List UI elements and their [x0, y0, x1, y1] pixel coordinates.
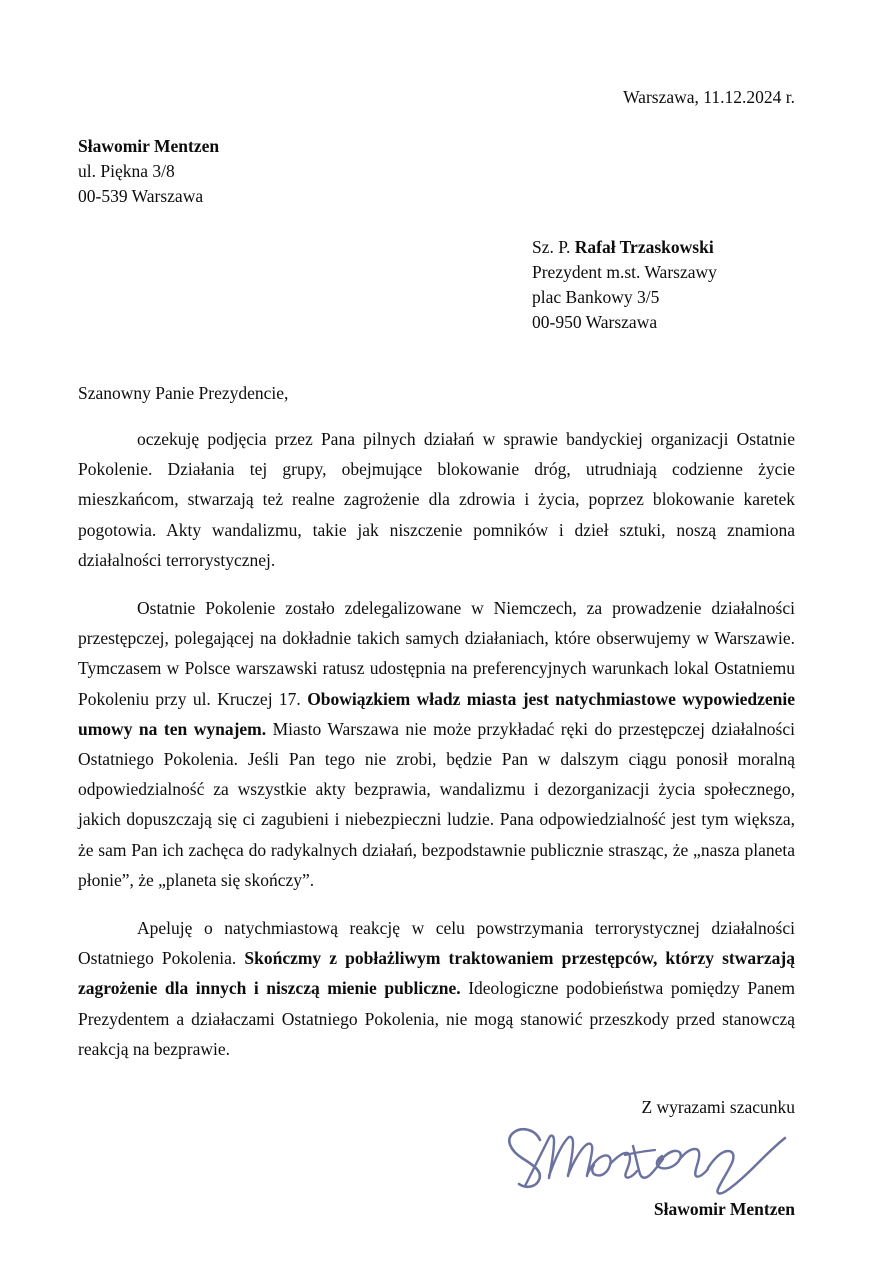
recipient-title: Prezydent m.st. Warszawy: [532, 262, 717, 282]
paragraph-3-text-after-emphasis: Ideologiczne podobieństwa pomiędzy Panem Prezydentem a działaczami Ostatniego Pokolenia, nie mogą stanowić przeszkody przed stanowczą reakcją na bezprawie.: [78, 978, 795, 1059]
recipient-city: 00-950 Warszawa: [532, 312, 658, 332]
signature-area: [78, 1120, 795, 1198]
closing-line: Z wyrazami szacunku: [641, 1097, 795, 1118]
recipient-address-block: [532, 235, 795, 335]
paragraph-3-text-before-emphasis: Apeluję o natychmiastową reakcję w celu powstrzymania terrorystycznej działalności Ostatniego Pokolenia.: [78, 918, 795, 969]
signature-name: Sławomir Mentzen: [653, 1199, 795, 1220]
recipient-street: plac Bankowy 3/5: [532, 287, 660, 307]
body-paragraph-2: [78, 593, 795, 895]
body-paragraph-3: [78, 913, 795, 1064]
sender-street: ul. Piękna 3/8: [78, 161, 175, 181]
recipient-name: Rafał Trzaskowski: [574, 237, 714, 257]
paragraph-2-emphasis: Obowiązkiem władz miasta jest natychmiastowe wypowiedzenie umowy na ten wynajem.: [78, 688, 795, 739]
recipient-name-line: [532, 235, 795, 260]
paragraph-2-text-before-emphasis: Ostatnie Pokolenie zostało zdelegalizowane w Niemczech, za prowadzenie działalności przestępczej, polegającej na dokładnie takich samych działaniach, które obserwujemy w Warszawie. Tymczasem w Polsce warszawski ratusz udostępnia na preferencyjnych warunkach lokal Ostatniemu Pokoleniu przy ul. Kruczej 17.: [78, 598, 795, 709]
sender-city: 00-539 Warszawa: [78, 186, 204, 206]
recipient-honorific: Sz. P.: [532, 237, 575, 257]
paragraph-2-text-after-emphasis: Miasto Warszawa nie może przykładać ręki do przestępczej działalności Ostatniego Pokolenia. Jeśli Pan tego nie zrobi, będzie Pan w dalszym ciągu ponosił moralną odpowiedzialność za wszystkie akty bezprawia, wandalizmu i dezorganizacji życia społecznego, jakich dopuszczają się ci zagubieni i niebezpieczni ludzie. Pana odpowiedzialność jest tym większa, że sam Pan ich zachęca do radykalnych działań, bezpodstawnie publicznie strasząc, że „nasza planeta płonie”, że „planeta się skończy”.: [78, 718, 795, 890]
body-paragraph-1: oczekuję podjęcia przez Pana pilnych działań w sprawie bandyckiej organizacji Ostatnie Pokolenie. Działania tej grupy, obejmujące blokowanie dróg, utrudniają codzienne życie mieszkańcom, stwarzają też realne zagrożenie dla zdrowia i życia, poprzez blokowanie karetek pogotowia. Akty wandalizmu, takie jak niszczenie pomników i dzieł sztuki, noszą znamiona działalności terrorystycznej.: [78, 429, 795, 570]
date-line: Warszawa, 11.12.2024 r.: [623, 87, 795, 107]
salutation: Szanowny Panie Prezydencie,: [78, 383, 289, 403]
handwritten-signature: [499, 1120, 789, 1196]
paragraph-3-emphasis: Skończmy z pobłażliwym traktowaniem przestępców, którzy stwarzają zagrożenie dla innych i niszczą mienie publiczne.: [78, 948, 795, 999]
sender-address-block: [78, 134, 795, 209]
sender-name: Sławomir Mentzen: [78, 136, 220, 156]
letter-content: [78, 0, 795, 1220]
